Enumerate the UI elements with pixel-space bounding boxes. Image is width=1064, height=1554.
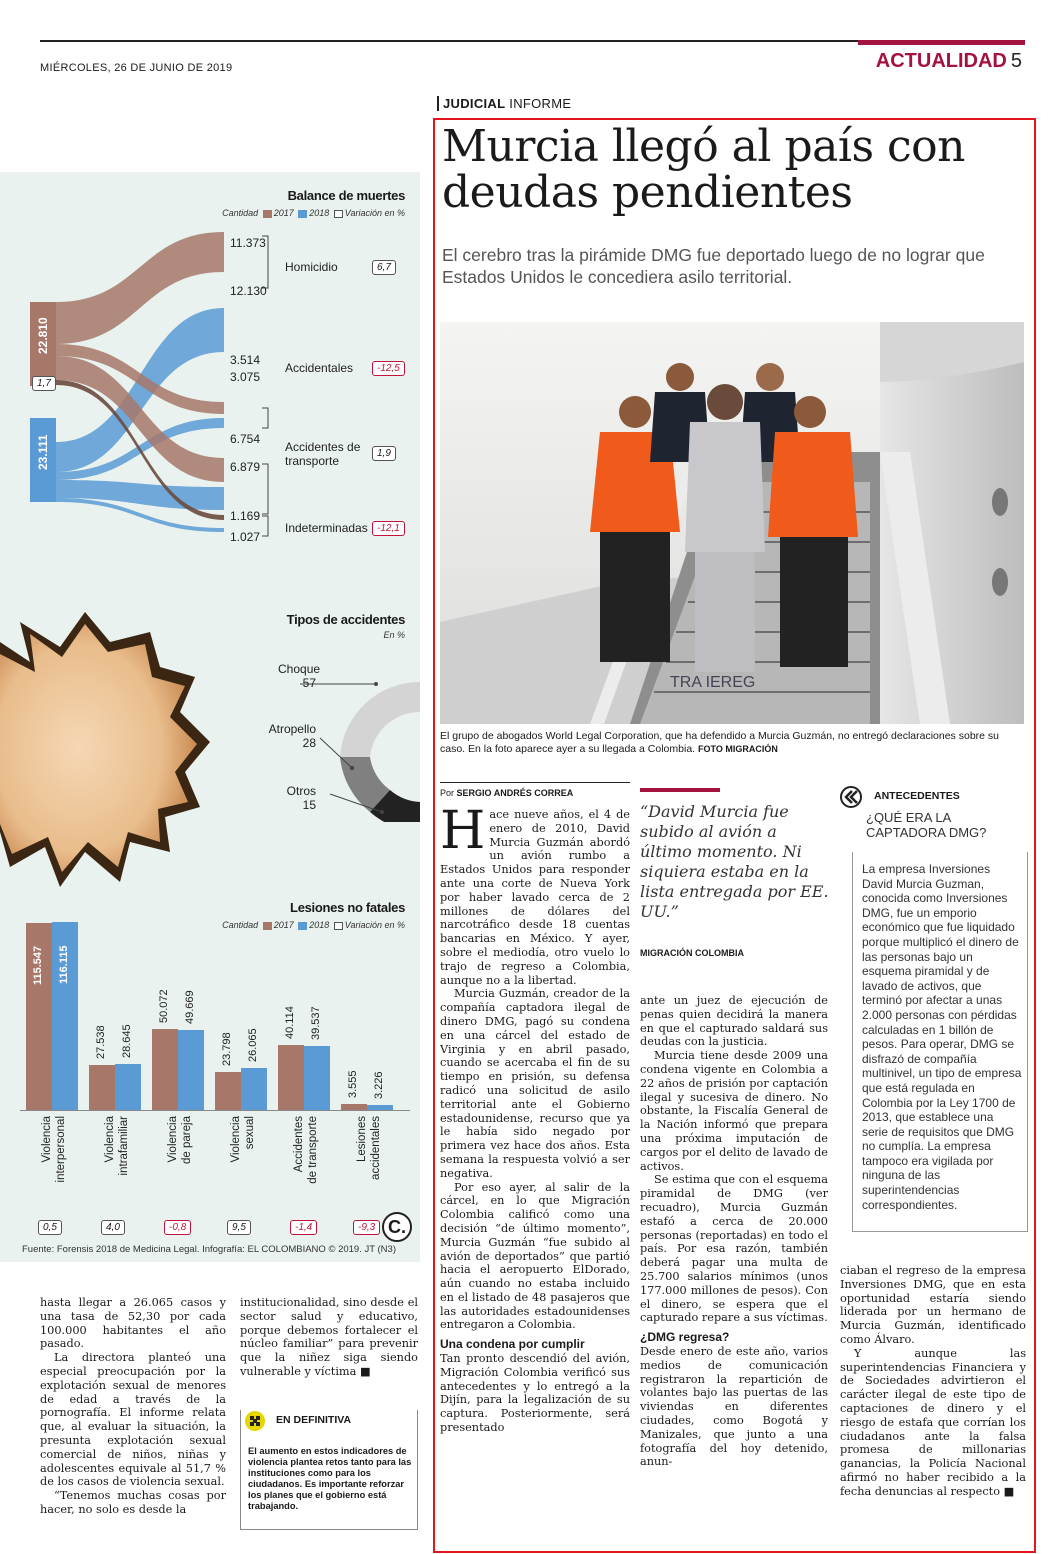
detainee (685, 384, 765, 672)
bar-category-label: Violencia intrafamiliar (104, 1116, 130, 1176)
bar-value-label: 27.538 (95, 1025, 107, 1060)
bar-value-label: 28.645 (121, 1024, 133, 1058)
accidentales-2017: 3.514 (230, 353, 261, 367)
infographic (0, 172, 420, 1262)
bar-2017 (278, 1045, 304, 1110)
en-definitiva-text: El aumento en estos indicadores de violencia plantea retos tanto para las instituciones como para los ciudadanos. Es importante reforzar los planes que el gobierno está trabajando. (248, 1446, 412, 1511)
pull-quote-source: MIGRACIÓN COLOMBIA (640, 948, 744, 958)
transporte-variation: 1,9 (372, 446, 396, 461)
section-name: ACTUALIDAD 5 (875, 50, 1022, 72)
total-variation: 1,7 (32, 376, 56, 391)
total-2018-label: 23.111 (36, 434, 50, 470)
pull-quote: “David Murcia fue subido al avión a último momento. Ni siquiera estaba en la lista entregada por EE. UU.” (640, 802, 829, 921)
byline: Por SERGIO ANDRÉS CORREA (440, 788, 574, 798)
deck: El cerebro tras la pirámide DMG fue deportado luego de no lograr que Estados Unidos le concediera asilo territorial. (442, 245, 985, 287)
infographic-source: Fuente: Forensis 2018 de Medicina Legal. Infografía: EL COLOMBIANO © 2019. JT (N3) (22, 1244, 396, 1255)
bar-value-label: 40.114 (284, 1006, 296, 1040)
issue-date: MIÉRCOLES, 26 DE JUNIO DE 2019 (40, 62, 233, 74)
sidebar-tag: ANTECEDENTES (874, 790, 960, 802)
bar-variation: 9,5 (227, 1220, 251, 1235)
bar-variation: -1,4 (290, 1220, 317, 1235)
homicidio-variation: 6,7 (372, 260, 396, 275)
article-photo (440, 322, 1024, 724)
homicidio-label: Homicidio (285, 260, 338, 274)
photo-stair-sign: TRA IEREG (670, 674, 756, 691)
sidebar-text: La empresa Inversiones David Murcia Guzman, conocida como Inversiones DMG, fue un emporio económico que fue liquidado porque multiplicó el dinero de las personas bajo un esquema piramidal y de lavado de activos, que terminó por afectar a unas 2.000 personas con pérdidas calculadas en 1 billón de pesos. Para operar, DMG se disfrazó de compañía multinivel, un tipo de empresa que está regulada en Colombia por la Ley 1700 de 2013, que establece una serie de requisitos que DMG no cumplía. La empresa tampoco era vigilada por ninguna de las superintendencias correspondientes. (862, 862, 1022, 1212)
el-colombiano-logo: C. (382, 1212, 412, 1242)
headline: Murcia llegó al país con deudas pendientes (442, 121, 965, 218)
bar-value-label: 3.555 (347, 1070, 359, 1099)
accidentales-variation: -12,5 (372, 361, 405, 376)
deaths-chart-title: Balance de muertes (287, 188, 405, 203)
injuries-legend: Cantidad 2017 2018 Variación en % (222, 920, 405, 930)
bar-2017 (215, 1072, 241, 1110)
bar-value-label: 116.115 (58, 945, 70, 985)
transporte-label: Accidentes de transporte (285, 440, 361, 468)
homicidio-2017: 11.373 (230, 236, 266, 250)
transporte-2018: 6.879 (230, 460, 261, 474)
bar-value-label: 49.669 (184, 990, 196, 1024)
bar-2018 (241, 1068, 267, 1110)
bar-2017 (89, 1065, 115, 1110)
article-col1: Hace nueve años, el 4 de enero de 2010, David Murcia Guzmán abordó un avión rumbo a Estados Unidos para responder ante una corte de Nueva York por haber lavado cerca de 2 millones de dólares del narcotráfico desde 18 cuentas bancarias en México. Y ayer, sobre el mediodía, otro vuelo lo trajo de regreso a Colombia, aunque no a la libertad. Murcia Guzmán, creador de la compañía captadora ilegal de dinero DMG, pagó su condena en una cárcel del estado de Virginia y en abril pasado, cuando se acercaba el fin de su tiempo en prisión, su defensa radicó una solicitud de asilo territorial ante el Gobierno estadounidense, recurso que ya le había sido negado por primera vez hace dos años. Esta semana la respuesta volvió a ser negativa. Por eso ayer, al salir de la cárcel, en lo que Migración Colombia calificó como una decisión “de último momento”, Murcia Guzmán “fue subido al avión de deportados” que partió hacia el aeropuerto ElDorado, aún cuando no estaba incluido en el listado de 48 pasajeros que las autoridades estadounidenses entregaron a Colombia. Una condena por cumplir Tan pronto descendió del avión, Migración Colombia verificó sus antecedentes y lo entregó a la Dijín, para la legalización de su captura. Posteriormente, será presentado (440, 801, 630, 1435)
left-article-col2: institucionalidad, sino desde el sector salud y educativo, porque debemos fortalecer el núcleo familiar” para prevenir que la niñez siga siendo vulnerable y víctima ■ (240, 1296, 418, 1378)
deaths-legend: Cantidad 2017 2018 Variación en % (222, 208, 405, 218)
accidents-chart-title: Tipos de accidentes (286, 612, 405, 627)
section-accent-bar (858, 40, 1025, 45)
bar-2018 (178, 1030, 204, 1110)
bar-value-label: 115.547 (32, 946, 44, 986)
bar-value-label: 39.537 (310, 1006, 322, 1041)
bar-value-label: 3.226 (373, 1071, 385, 1099)
double-chevron-icon (840, 786, 862, 808)
article-kicker: JUDICIAL INFORME (437, 96, 571, 111)
homicidio-2018: 12.130 (230, 284, 267, 298)
left-article-col1: hasta llegar a 26.065 casos y una tasa de 52,30 por cada 100.000 habitantes el año pasado. La directora planteó una especial preocupación por la explotación sexual de menores de edad a través de la pornografía. El informe relata que, al evaluar la situación, la presunta explotación sexual comercial de niños, niñas y adolescentes equivale al 51,7 % de los casos de violencia sexual. “Tenemos muchas cosas por hacer, no solo es desde la (40, 1296, 226, 1516)
subhead-condena: Una condena por cumplir (440, 1337, 585, 1352)
bar-2018 (304, 1046, 330, 1110)
byline-rule (440, 782, 630, 783)
acc-atropello: Atropello 28 (268, 722, 316, 750)
acc-otros: Otros 15 (286, 784, 316, 812)
bar-baseline (20, 1110, 410, 1111)
page-number: 5 (1010, 50, 1022, 72)
bar-value-label: 26.065 (247, 1028, 259, 1062)
bar-category-label: Accidentes de transporte (293, 1116, 319, 1184)
accidentales-label: Accidentales (285, 361, 354, 375)
sidebar-title: ¿QUÉ ERA LA CAPTADORA DMG? (866, 810, 987, 840)
article-col2: ante un juez de ejecución de penas quien decidirá la manera en que el capturado saldará sus deudas con la justicia. Murcia tiene desde 2009 una condena vigente en Colombia a 22 años de prisión por captación ilegal y sucesiva de dinero. No obstante, la Fiscalía General de la Nación informó que prepara una próxima imputación de cargos por el delito de lavado de activos. Se estima que con el esquema piramidal de DMG (ver recuadro), Murcia Guzmán estafó a cerca de 20.000 personas (reportadas) en todo el país. Por esa razón, también deberá pagar una multa de 25.700 salarios mínimos (unos 177.000 millones de pesos). Con el dinero, se espera que el capturado repare a sus víctimas. ¿DMG regresa? Desde enero de este año, varios medios de comunicación registraron la repartición de volantes bajo las puertas de las viviendas en diferentes ciudades, como Bogotá y Manizales, que junto a una fotografía del hoy detenido, anun- (640, 994, 828, 1469)
indeterminadas-2017: 1.169 (230, 509, 261, 523)
accidents-unit: En % (383, 630, 405, 640)
acc-choque: Choque 57 (278, 662, 321, 690)
quote-accent-bar (640, 788, 720, 792)
bar-category-label: Violencia interpersonal (41, 1116, 67, 1183)
drop-cap: H (440, 801, 486, 861)
article-col3: ciaban el regreso de la empresa Inversiones DMG, que en esta oportunidad estaría siendo liderada por un hermano de Murcia Guzmán, identificado como Álvaro. Y aunque las superintendencias Financiera y de Sociedades advirtieron el carácter ilegal de este tipo de captaciones de dinero y el riesgo de estafa que corrían los ciudadanos ante la falsa promesa de millonarias ganancias, la Policía Nacional afirmó no haber recibido a la fecha denuncias al respecto ■ (840, 1264, 1026, 1498)
bar-2018 (115, 1064, 141, 1110)
injuries-chart-title: Lesiones no fatales (290, 900, 405, 915)
bar-value-label: 23.798 (221, 1031, 233, 1066)
bar-value-label: 50.072 (158, 989, 170, 1024)
subhead-dmg: ¿DMG regresa? (640, 1330, 730, 1345)
bar-variation: -0,8 (164, 1220, 191, 1235)
bar-category-label: Violencia sexual (230, 1116, 256, 1163)
agent-right (768, 396, 858, 667)
bar-2017 (152, 1029, 178, 1110)
bar-variation: -9,3 (353, 1220, 380, 1235)
bar-category-label: Lesiones accidentales (356, 1116, 382, 1180)
total-2017-label: 22.810 (36, 317, 50, 354)
bar-category-label: Violencia de pareja (167, 1116, 193, 1164)
deportation-photo-illustration (440, 322, 1024, 724)
injuries-bar-chart (0, 172, 420, 1262)
photo-caption: El grupo de abogados World Legal Corporation, que ha defendido a Murcia Guzmán, no entregó declaraciones sobre su caso. En la foto aparece ayer a su llegada a Colombia. FOTO MIGRACIÓN (440, 730, 999, 755)
indeterminadas-variation: -12,1 (372, 521, 405, 536)
bar-variation: 4,0 (101, 1220, 125, 1235)
indeterminadas-label: Indeterminadas (285, 521, 368, 535)
en-definitiva-title: EN DEFINITIVA (276, 1414, 352, 1426)
transporte-2017: 6.754 (230, 432, 261, 446)
bar-variation: 0,5 (38, 1220, 62, 1235)
accidentales-2018: 3.075 (230, 370, 261, 384)
indeterminadas-2018: 1.027 (230, 530, 261, 544)
